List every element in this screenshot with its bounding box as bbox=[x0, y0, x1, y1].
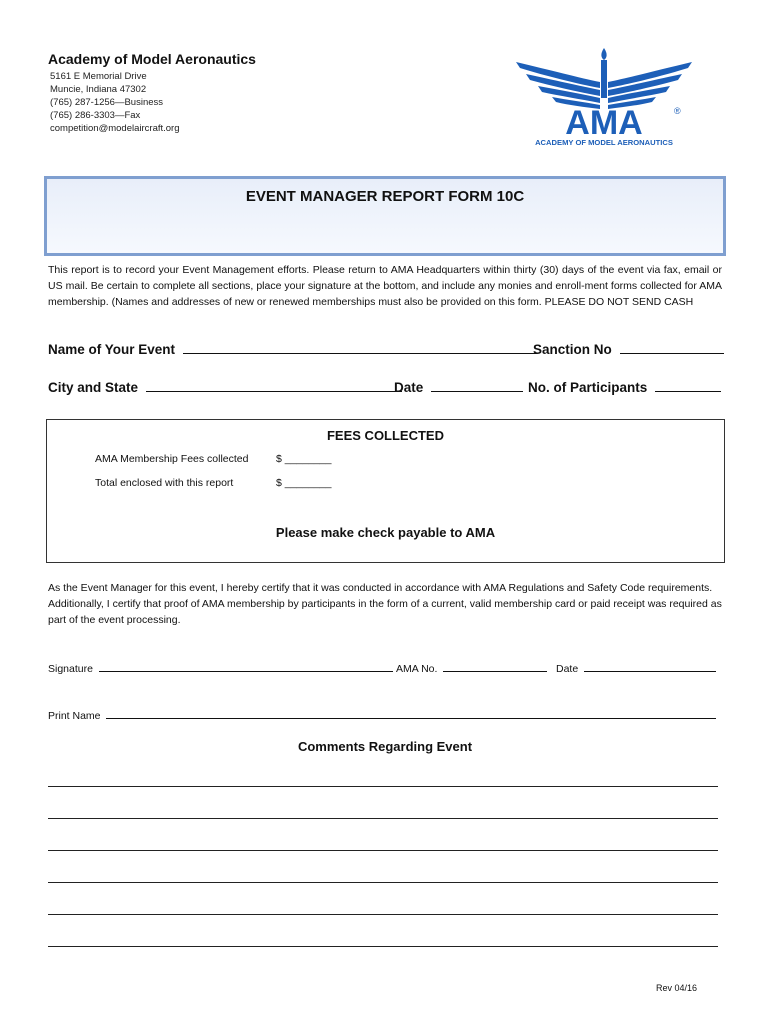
comment-line[interactable] bbox=[48, 786, 718, 787]
form-title: EVENT MANAGER REPORT FORM 10C bbox=[245, 188, 525, 205]
participants-row bbox=[528, 378, 721, 395]
membership-fees-field[interactable]: $ ________ bbox=[276, 453, 332, 465]
city-state-field[interactable] bbox=[146, 378, 402, 392]
city-state-row bbox=[48, 378, 402, 395]
phone-business: (765) 287-1256—Business bbox=[50, 97, 164, 108]
comment-line[interactable] bbox=[48, 850, 718, 851]
logo-subtitle: ACADEMY OF MODEL AERONAUTICS bbox=[535, 138, 673, 147]
payable-note: Please make check payable to AMA bbox=[275, 525, 496, 540]
ama-no-field[interactable] bbox=[443, 660, 547, 672]
comments-title: Comments Regarding Event bbox=[297, 739, 473, 754]
signature-label: Signature bbox=[48, 663, 93, 675]
date-field[interactable] bbox=[431, 378, 523, 392]
fees-collected-box bbox=[46, 419, 725, 563]
comment-line[interactable] bbox=[48, 946, 718, 947]
address-line: Muncie, Indiana 47302 bbox=[50, 84, 147, 95]
sanction-label: Sanction No bbox=[533, 342, 612, 357]
ama-wings-icon bbox=[510, 44, 698, 148]
date-label: Date bbox=[394, 380, 424, 395]
address-line: 5161 E Memorial Drive bbox=[50, 71, 147, 82]
event-name-row bbox=[48, 340, 537, 357]
form-title-box bbox=[44, 176, 726, 256]
sanction-field[interactable] bbox=[620, 340, 724, 354]
comment-line[interactable] bbox=[48, 882, 718, 883]
membership-fees-label: AMA Membership Fees collected bbox=[95, 453, 249, 465]
participants-label: No. of Participants bbox=[528, 380, 648, 395]
certification-paragraph: As the Event Manager for this event, I hereby certify that it was conducted in accordance with AMA Regulations and Safety Code requirements. Additionally, I certify that proof of AMA membership by participants in the form of a current, valid membership card or paid receipt was required as part of the event processing. bbox=[48, 582, 722, 626]
organization-name: Academy of Model Aeronautics bbox=[48, 51, 256, 67]
signature-row bbox=[48, 660, 393, 675]
ama-logo bbox=[510, 44, 698, 148]
contact-email: competition@modelaircraft.org bbox=[50, 123, 180, 134]
city-state-label: City and State bbox=[48, 380, 139, 395]
ama-no-row bbox=[396, 660, 547, 675]
total-enclosed-label: Total enclosed with this report bbox=[95, 477, 234, 489]
sign-date-label: Date bbox=[556, 663, 579, 675]
intro-paragraph: This report is to record your Event Management efforts. Please return to AMA Headquarters within thirty (30) days of the event via fax, email or US mail. Be certain to complete all sections, place your signature at the bottom, and include any monies and enroll-ment forms collected for AMA membership. (Names and addresses of new or renewed memberships must also be provided on this form. PLEASE DO NOT SEND CASH bbox=[48, 264, 722, 308]
ama-no-label: AMA No. bbox=[396, 663, 438, 675]
fees-title: FEES COLLECTED bbox=[326, 428, 444, 443]
print-name-field[interactable] bbox=[106, 707, 716, 719]
comment-line[interactable] bbox=[48, 818, 718, 819]
event-name-field[interactable] bbox=[183, 340, 537, 354]
logo-text: AMA bbox=[565, 104, 643, 142]
signature-field[interactable] bbox=[99, 660, 393, 672]
sanction-row bbox=[533, 340, 724, 357]
phone-fax: (765) 286-3303—Fax bbox=[50, 110, 141, 121]
comment-line[interactable] bbox=[48, 914, 718, 915]
sign-date-row bbox=[556, 660, 716, 675]
participants-field[interactable] bbox=[655, 378, 721, 392]
total-enclosed-field[interactable]: $ ________ bbox=[276, 477, 332, 489]
revision-label: Rev 04/16 bbox=[656, 983, 698, 993]
event-name-label: Name of Your Event bbox=[48, 342, 176, 357]
print-name-label: Print Name bbox=[48, 710, 101, 722]
sign-date-field[interactable] bbox=[584, 660, 716, 672]
print-name-row bbox=[48, 707, 716, 722]
date-row bbox=[394, 378, 523, 395]
registered-mark: ® bbox=[674, 106, 681, 116]
